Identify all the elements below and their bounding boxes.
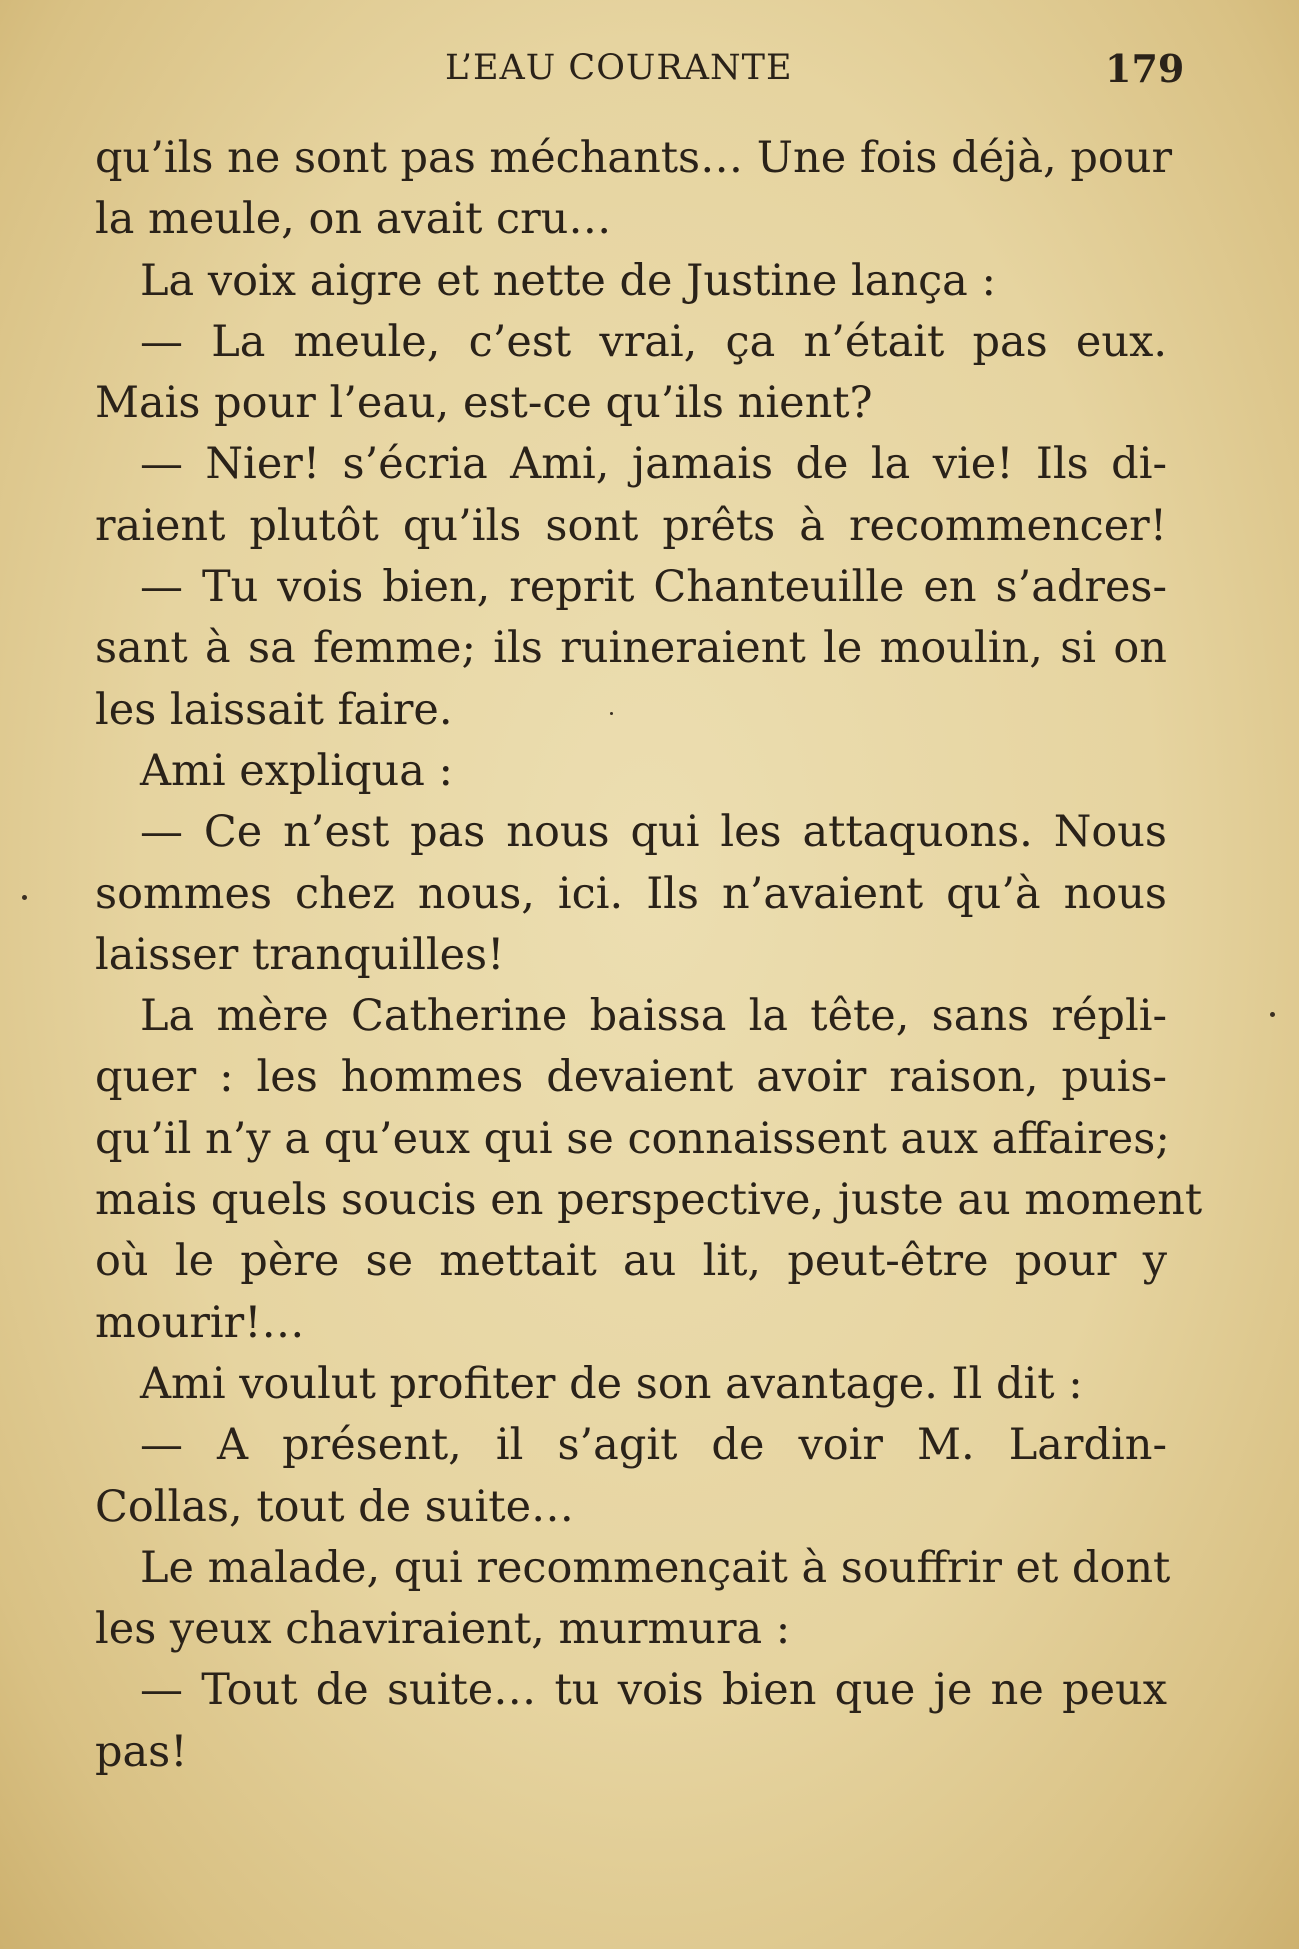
text-line: mourir!…: [95, 1297, 305, 1348]
text-line: pas!: [95, 1726, 188, 1777]
text-line: mais quels soucis en perspective, juste au moment: [95, 1175, 1203, 1226]
paper-speck: [22, 895, 27, 900]
text-line: qu’il n’y a qu’eux qui se connaissent aux affaires;: [95, 1113, 1170, 1164]
text-line: Ami voulut profiter de son avantage. Il dit :: [140, 1358, 1083, 1409]
paper-speck: [610, 712, 613, 715]
text-line: — La meule, c’est vrai, ça n’était pas eux.: [140, 316, 1167, 367]
text-line: — Ce n’est pas nous qui les attaquons. Nous: [140, 807, 1167, 858]
text-line: — Tout de suite… tu vois bien que je ne peux: [140, 1665, 1167, 1716]
text-line: Ami expliqua :: [140, 745, 453, 796]
text-line: Le malade, qui recommençait à souffrir et dont: [140, 1542, 1171, 1593]
text-line: Mais pour l’eau, est-ce qu’ils nient?: [95, 378, 873, 429]
text-line: raient plutôt qu’ils sont prêts à recommencer!: [95, 500, 1167, 551]
text-line: La mère Catherine baissa la tête, sans répli-: [140, 991, 1167, 1042]
text-line: laisser tranquilles!: [95, 929, 505, 980]
running-head: L’EAU COURANTE: [445, 48, 793, 88]
text-line: sant à sa femme; ils ruineraient le moulin, si on: [95, 623, 1167, 674]
text-line: La voix aigre et nette de Justine lança :: [140, 255, 996, 306]
body-text: [95, 128, 1203, 1783]
text-line: quer : les hommes devaient avoir raison, puis-: [95, 1052, 1167, 1103]
text-line: la meule, on avait cru…: [95, 194, 612, 245]
text-line: sommes chez nous, ici. Ils n’avaient qu’à nous: [95, 868, 1167, 919]
text-line: qu’ils ne sont pas méchants… Une fois déjà, pour: [95, 133, 1173, 183]
paper-speck: [1270, 1012, 1275, 1017]
text-line: où le père se mettait au lit, peut-être pour y: [95, 1236, 1167, 1287]
text-line: Collas, tout de suite…: [95, 1481, 575, 1532]
text-line: — Nier! s’écria Ami, jamais de la vie! Ils di-: [140, 439, 1167, 490]
text-line: — Tu vois bien, reprit Chanteuille en s’adres-: [140, 562, 1167, 613]
page-number: 179: [1105, 46, 1185, 91]
text-line: — A présent, il s’agit de voir M. Lardin-: [140, 1420, 1167, 1471]
page-header: [0, 38, 1299, 98]
text-line: les laissait faire.: [95, 684, 453, 735]
text-line: les yeux chaviraient, murmura :: [95, 1604, 791, 1655]
